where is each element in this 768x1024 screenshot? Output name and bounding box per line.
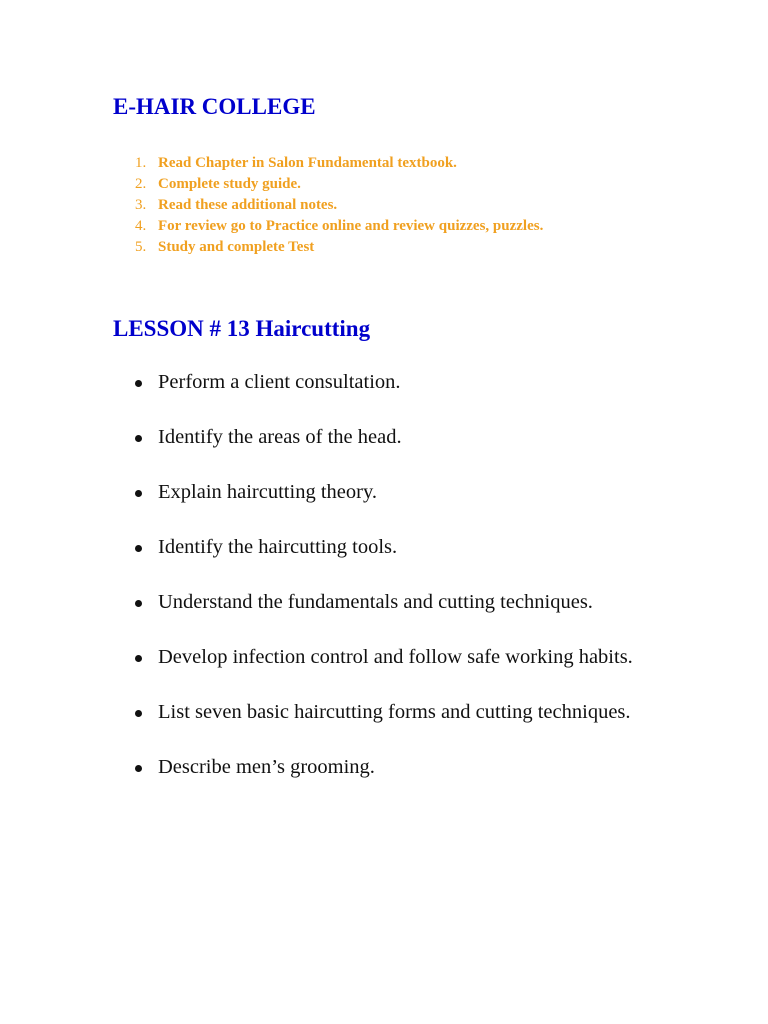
bullet-icon — [135, 655, 142, 662]
step-text: Read Chapter in Salon Fundamental textbook. — [158, 155, 457, 171]
step-number: 4. — [135, 218, 147, 234]
lesson-title: LESSON # 13 Haircutting — [113, 316, 371, 341]
step-number: 2. — [135, 176, 147, 192]
objective-item — [113, 589, 673, 616]
objective-item — [113, 369, 673, 396]
study-step — [113, 216, 543, 237]
objective-text: Identify the areas of the head. — [158, 426, 402, 448]
step-text: Study and complete Test — [158, 239, 315, 255]
objective-text: Identify the haircutting tools. — [158, 536, 398, 558]
step-text: Complete study guide. — [158, 176, 301, 192]
objective-item — [113, 754, 673, 781]
objective-item — [113, 479, 673, 506]
study-step — [113, 237, 543, 258]
objective-text: Develop infection control and follow safe working habits. — [158, 646, 633, 668]
bullet-icon — [135, 765, 142, 772]
objective-item — [113, 644, 673, 671]
step-number: 3. — [135, 197, 147, 213]
objective-text: Perform a client consultation. — [158, 371, 401, 393]
lesson-objectives-list — [113, 369, 673, 781]
study-step — [113, 195, 543, 216]
objective-item — [113, 424, 673, 451]
objective-item — [113, 534, 673, 561]
step-number: 1. — [135, 155, 147, 171]
bullet-icon — [135, 490, 142, 497]
step-text: For review go to Practice online and review quizzes, puzzles. — [158, 218, 544, 234]
objective-text: List seven basic haircutting forms and cutting techniques. — [158, 701, 631, 723]
bullet-icon — [135, 545, 142, 552]
bullet-icon — [135, 435, 142, 442]
page-title: E-HAIR COLLEGE — [113, 94, 316, 119]
objective-item — [113, 699, 673, 726]
bullet-icon — [135, 710, 142, 717]
study-steps-list — [113, 153, 543, 258]
objective-text: Understand the fundamentals and cutting techniques. — [158, 591, 593, 613]
step-text: Read these additional notes. — [158, 197, 338, 213]
objective-text: Describe men’s grooming. — [158, 756, 375, 778]
objective-text: Explain haircutting theory. — [158, 481, 377, 503]
bullet-icon — [135, 600, 142, 607]
study-step — [113, 153, 543, 174]
study-step — [113, 174, 543, 195]
bullet-icon — [135, 380, 142, 387]
step-number: 5. — [135, 239, 147, 255]
